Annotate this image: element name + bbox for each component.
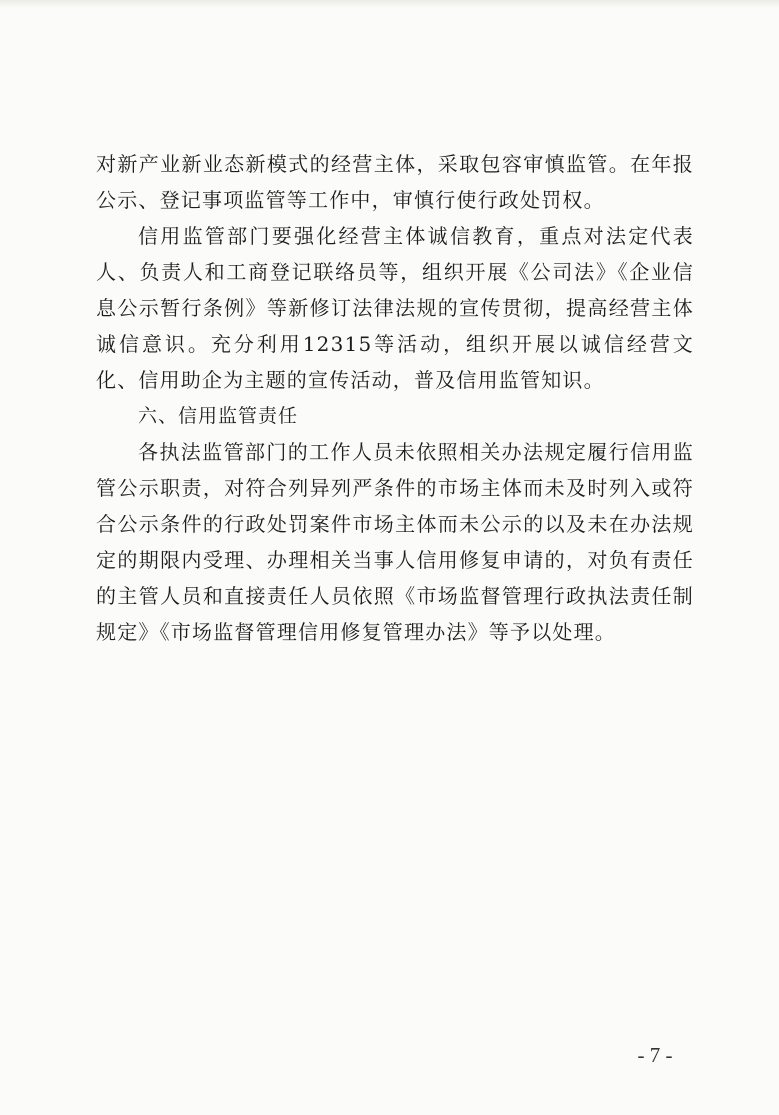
document-body xyxy=(96,146,694,650)
section-heading: 六、信用监管责任 xyxy=(138,405,299,427)
paragraph-credit-education: 信用监管部门要强化经营主体诚信教育，重点对法定代表人、负责人和工商登记联络员等，组织开展《公司法》《企业信息公示暂行条例》等新修订法律法规的宣传贯彻，提高经营主体诚信意识。充分利用12315等活动，组织开展以诚信经营文化、信用助企为主题的宣传活动，普及信用监管知识。 xyxy=(96,224,694,392)
paragraph-responsibility: 各执法监管部门的工作人员未依照相关办法规定履行信用监管公示职责，对符合列异列严条件的市场主体而未及时列入或符合公示条件的行政处罚案件市场主体而未公示的以及未在办法规定的期限内受理、办理相关当事人信用修复申请的，对负有责任的主管人员和直接责任人员依照《市场监督管理行政执法责任制规定》《市场监督管理信用修复管理办法》等予以处理。 xyxy=(96,440,694,644)
scan-top-edge xyxy=(0,0,779,8)
page-number: - 7 - xyxy=(637,1043,673,1067)
paragraph-continued: 对新产业新业态新模式的经营主体，采取包容审慎监管。在年报公示、登记事项监管等工作中，审慎行使行政处罚权。 xyxy=(96,152,694,212)
